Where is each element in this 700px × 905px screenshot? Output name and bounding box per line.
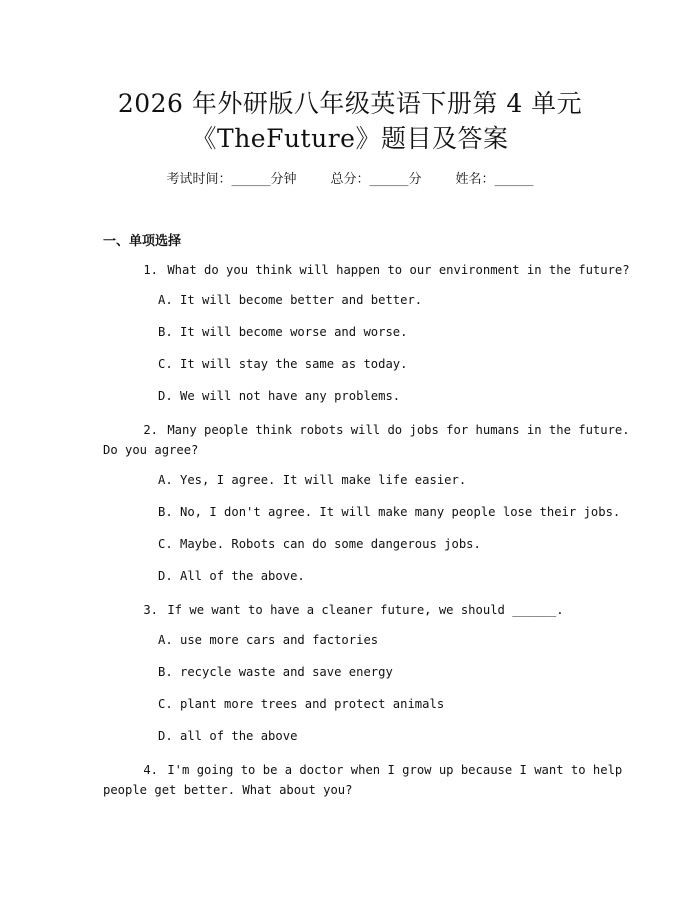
question-2 xyxy=(103,420,630,440)
question-number: 2. xyxy=(143,423,158,437)
option-2d: D. All of the above. xyxy=(158,569,305,583)
option-1a: A. It will become better and better. xyxy=(158,293,423,307)
option-3b: B. recycle waste and save energy xyxy=(158,665,393,679)
option-3a: A. use more cars and factories xyxy=(158,633,379,647)
question-number: 4. xyxy=(143,763,158,777)
exam-time-field: 考试时间：______分钟 xyxy=(166,172,297,187)
question-stem: Many people think robots will do jobs for humans in the future. xyxy=(167,423,630,437)
section-heading: 一、单项选择 xyxy=(103,234,182,249)
option-2b: B. No, I don't agree. It will make many people lose their jobs. xyxy=(158,505,621,519)
document-title-line-1: 2026 年外研版八年级英语下册第 4 单元 xyxy=(117,89,583,118)
question-3 xyxy=(103,600,603,620)
question-4-continuation: people get better. What about you? xyxy=(103,783,353,797)
exam-name-field: 姓名：______ xyxy=(455,172,534,187)
question-stem: What do you think will happen to our environment in the future? xyxy=(167,263,630,277)
question-number: 3. xyxy=(143,603,158,617)
option-3c: C. plant more trees and protect animals xyxy=(158,697,445,711)
exam-meta-row xyxy=(0,168,700,187)
question-stem: If we want to have a cleaner future, we should ______. xyxy=(167,603,564,617)
option-1b: B. It will become worse and worse. xyxy=(158,325,408,339)
question-number: 1. xyxy=(143,263,158,277)
question-2-continuation: Do you agree? xyxy=(103,443,199,457)
option-3d: D. all of the above xyxy=(158,729,298,743)
question-1 xyxy=(103,260,630,280)
exam-score-field: 总分：______分 xyxy=(330,172,422,187)
question-4 xyxy=(103,760,623,780)
option-2a: A. Yes, I agree. It will make life easier. xyxy=(158,473,467,487)
option-1d: D. We will not have any problems. xyxy=(158,389,401,403)
question-stem: I'm going to be a doctor when I grow up because I want to help xyxy=(167,763,623,777)
option-2c: C. Maybe. Robots can do some dangerous jobs. xyxy=(158,537,481,551)
document-title-line-2: 《TheFuture》题目及答案 xyxy=(191,124,509,153)
option-1c: C. It will stay the same as today. xyxy=(158,357,408,371)
